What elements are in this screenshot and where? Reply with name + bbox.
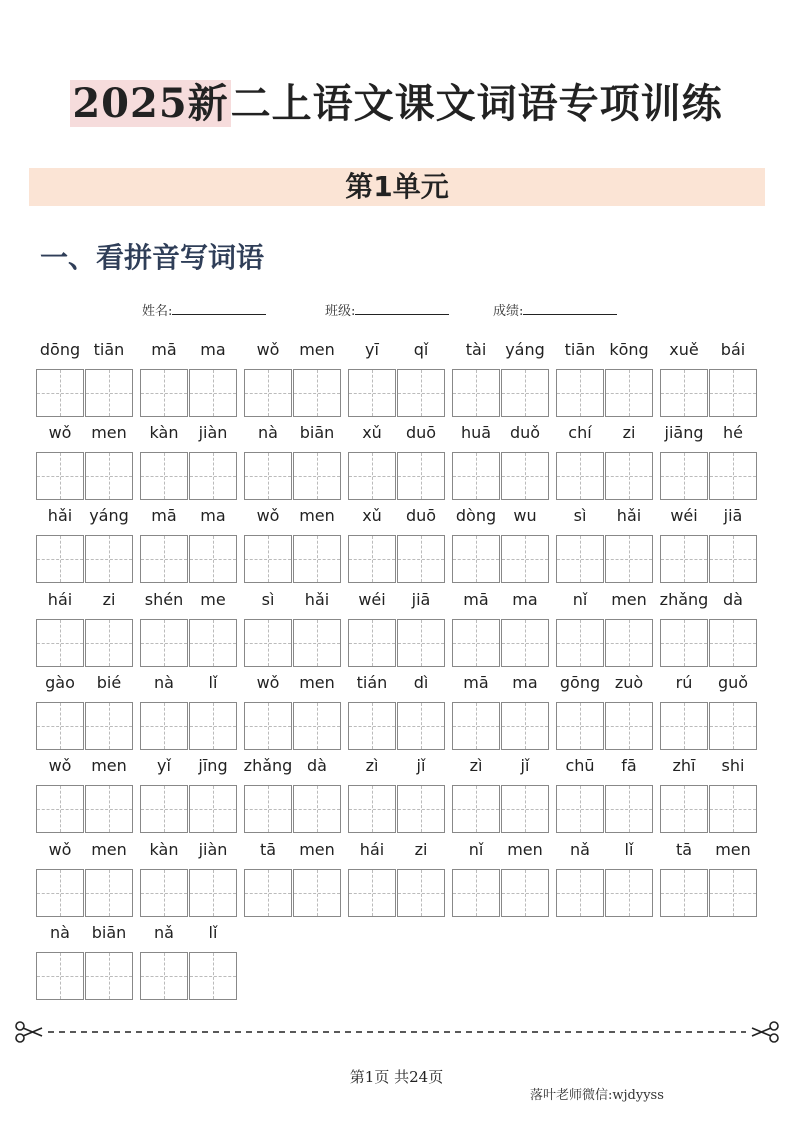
pinyin-syllable: jiā [411,590,431,609]
pinyin-syllable: men [91,840,127,859]
writing-cell[interactable] [660,702,708,750]
pinyin-syllable: men [299,506,335,525]
pinyin-syllable: sì [261,590,275,609]
pinyin-syllable: duǒ [509,423,541,442]
page-title [0,78,793,130]
pinyin-syllable: hǎi [616,506,642,525]
pinyin-syllable: ma [200,340,226,359]
pinyin-syllable: dà [307,756,327,775]
name-label: 姓名: [142,304,173,319]
unit-heading: 第1单元 [29,168,765,206]
pinyin-syllable: tiān [93,340,125,359]
pinyin-syllable: mā [151,506,177,525]
pinyin-syllable: sì [573,506,587,525]
pinyin-syllable: dì [413,673,429,692]
pinyin-syllable: hái [359,840,385,859]
pinyin-syllable: tài [465,340,487,359]
pinyin-syllable: ma [512,590,538,609]
pinyin-syllable: jīng [198,756,228,775]
pinyin-syllable: nà [50,923,70,942]
writing-cell[interactable] [85,869,133,917]
writing-cell[interactable] [293,869,341,917]
pinyin-syllable: hǎi [304,590,330,609]
writing-cell[interactable] [293,535,341,583]
writing-cell[interactable] [709,619,757,667]
writing-cell[interactable] [189,452,237,500]
pinyin-syllable: jǐ [520,756,530,775]
writing-cell[interactable] [709,452,757,500]
pinyin-syllable: wǒ [48,756,72,775]
writing-cell[interactable] [189,952,237,1000]
writing-cell[interactable] [452,869,500,917]
writing-cell[interactable] [348,619,396,667]
writing-cell[interactable] [85,535,133,583]
writing-cell[interactable] [140,619,188,667]
writing-cell[interactable] [452,369,500,417]
pinyin-syllable: nǐ [468,840,484,859]
writing-cell[interactable] [501,702,549,750]
writing-cell[interactable] [709,702,757,750]
pinyin-syllable: men [91,756,127,775]
pinyin-syllable: jiāng [664,423,704,442]
writing-cell[interactable] [556,702,604,750]
pinyin-syllable: zì [469,756,483,775]
writing-cell[interactable] [140,785,188,833]
score-label: 成绩: [493,304,524,319]
section-heading: 一、看拼音写词语 [40,241,265,274]
pinyin-syllable: zhǎng [659,590,709,609]
writing-cell[interactable] [348,869,396,917]
pinyin-syllable: duō [405,423,437,442]
writing-cell[interactable] [501,452,549,500]
pinyin-syllable: zì [365,756,379,775]
pinyin-syllable: zhī [672,756,696,775]
writing-cell[interactable] [36,869,84,917]
writing-cell[interactable] [605,785,653,833]
pinyin-syllable: men [715,840,751,859]
writing-cell[interactable] [85,702,133,750]
pinyin-syllable: hé [723,423,743,442]
writing-cell[interactable] [452,452,500,500]
pinyin-syllable: zi [622,423,636,442]
writing-cell[interactable] [709,369,757,417]
writing-cell[interactable] [140,535,188,583]
writing-cell[interactable] [293,702,341,750]
writing-cell[interactable] [36,535,84,583]
pinyin-syllable: gōng [559,673,601,692]
writing-cell[interactable] [709,785,757,833]
writing-cell[interactable] [189,702,237,750]
pinyin-syllable: kàn [149,840,179,859]
pinyin-syllable: yī [365,340,379,359]
pinyin-syllable: dōng [39,340,81,359]
score-underline [523,302,617,315]
pinyin-syllable: mā [463,590,489,609]
pinyin-syllable: men [299,340,335,359]
writing-cell[interactable] [85,619,133,667]
writing-cell[interactable] [501,619,549,667]
pinyin-syllable: wǒ [256,340,280,359]
pinyin-syllable: chí [568,423,592,442]
writing-cell[interactable] [36,452,84,500]
writing-cell[interactable] [244,535,292,583]
writing-cell[interactable] [556,619,604,667]
pinyin-syllable: rú [675,673,693,692]
cut-line [14,1016,780,1048]
writing-cell[interactable] [660,369,708,417]
writing-cell[interactable] [189,535,237,583]
writing-cell[interactable] [189,369,237,417]
writing-cell[interactable] [660,785,708,833]
writing-cell[interactable] [397,619,445,667]
pinyin-syllable: wǒ [256,673,280,692]
pinyin-syllable: hǎi [47,506,73,525]
writing-cell[interactable] [348,785,396,833]
pinyin-syllable: zi [102,590,116,609]
pinyin-syllable: duō [405,506,437,525]
pinyin-syllable: kōng [609,340,649,359]
writing-cell[interactable] [244,619,292,667]
writing-cell[interactable] [397,535,445,583]
writing-cell[interactable] [293,619,341,667]
pinyin-syllable: men [91,423,127,442]
writing-cell[interactable] [660,452,708,500]
class-field[interactable] [325,300,449,319]
pinyin-syllable: tián [356,673,388,692]
writing-cell[interactable] [36,369,84,417]
pinyin-syllable: nà [258,423,278,442]
writing-cell[interactable] [709,869,757,917]
pinyin-syllable: zuò [614,673,644,692]
pinyin-syllable: bié [96,673,122,692]
pinyin-syllable: dà [723,590,743,609]
pinyin-syllable: wǒ [256,506,280,525]
pinyin-syllable: fā [621,756,637,775]
pinyin-syllable: tiān [564,340,596,359]
pinyin-syllable: men [299,840,335,859]
writing-cell[interactable] [36,702,84,750]
pinyin-syllable: tā [675,840,693,859]
writing-cell[interactable] [452,619,500,667]
writing-cell[interactable] [244,785,292,833]
pinyin-syllable: zhǎng [243,756,293,775]
pinyin-syllable: jiàn [198,423,228,442]
scissors-icon-right [752,1022,778,1042]
writing-cell[interactable] [85,952,133,1000]
writing-cell[interactable] [293,452,341,500]
pinyin-syllable: yǐ [157,756,171,775]
pinyin-syllable: chū [565,756,595,775]
name-field[interactable] [142,300,266,319]
writing-cell[interactable] [293,369,341,417]
pinyin-syllable: tā [259,840,277,859]
writing-cell[interactable] [189,619,237,667]
writing-cell[interactable] [501,535,549,583]
writing-cell[interactable] [660,869,708,917]
pinyin-syllable: xuě [669,340,699,359]
writing-cell[interactable] [397,452,445,500]
pinyin-syllable: men [299,673,335,692]
page-number: 第1页 共24页 [349,1068,444,1086]
writing-cell[interactable] [501,869,549,917]
pinyin-syllable: nǎ [570,840,590,859]
scissors-icon-left [16,1022,42,1042]
name-underline [172,302,266,315]
pinyin-syllable: lǐ [624,840,634,859]
writing-cell[interactable] [605,369,653,417]
score-field[interactable] [493,300,617,319]
writing-cell[interactable] [501,785,549,833]
pinyin-syllable: bái [720,340,746,359]
class-label: 班级: [325,304,356,319]
writing-cell[interactable] [140,369,188,417]
pinyin-syllable: biān [91,923,127,942]
writing-cell[interactable] [140,702,188,750]
writing-cell[interactable] [605,619,653,667]
writing-cell[interactable] [348,369,396,417]
pinyin-syllable: shi [721,756,745,775]
writing-cell[interactable] [244,702,292,750]
pinyin-syllable: nà [154,673,174,692]
title-highlight: 2025新 [72,80,229,127]
pinyin-syllable: men [507,840,543,859]
writing-cell[interactable] [85,452,133,500]
pinyin-syllable: men [611,590,647,609]
writing-cell[interactable] [397,869,445,917]
writing-cell[interactable] [556,452,604,500]
pinyin-syllable: qǐ [413,340,429,359]
writing-cell[interactable] [140,869,188,917]
pinyin-syllable: gào [45,673,75,692]
writing-cell[interactable] [36,619,84,667]
pinyin-syllable: shén [144,590,184,609]
writing-cell[interactable] [244,452,292,500]
writing-cell[interactable] [293,785,341,833]
writing-cell[interactable] [605,452,653,500]
pinyin-syllable: jiā [723,506,743,525]
writing-cell[interactable] [189,785,237,833]
writing-cell[interactable] [452,785,500,833]
pinyin-syllable: biān [299,423,335,442]
pinyin-syllable: xǔ [362,506,382,525]
writing-cell[interactable] [452,702,500,750]
pinyin-syllable: kàn [149,423,179,442]
pinyin-syllable: jiàn [198,840,228,859]
writing-cell[interactable] [660,535,708,583]
class-underline [355,302,449,315]
pinyin-syllable: yáng [89,506,129,525]
writing-cell[interactable] [605,702,653,750]
writing-cell[interactable] [140,452,188,500]
credit-text: 落叶老师微信:wjdyyss [530,1088,664,1103]
writing-cell[interactable] [348,535,396,583]
writing-cell[interactable] [556,785,604,833]
pinyin-syllable: wu [513,506,537,525]
pinyin-syllable: mā [463,673,489,692]
writing-cell[interactable] [397,369,445,417]
writing-cell[interactable] [709,535,757,583]
writing-cell[interactable] [605,535,653,583]
writing-cell[interactable] [85,785,133,833]
writing-cell[interactable] [556,869,604,917]
pinyin-syllable: mā [151,340,177,359]
pinyin-syllable: huā [460,423,492,442]
pinyin-syllable: yáng [505,340,545,359]
writing-cell[interactable] [348,702,396,750]
writing-cell[interactable] [244,369,292,417]
writing-cell[interactable] [397,785,445,833]
writing-cell[interactable] [397,702,445,750]
writing-cell[interactable] [605,869,653,917]
writing-cell[interactable] [556,369,604,417]
pinyin-syllable: xǔ [362,423,382,442]
pinyin-syllable: hái [47,590,73,609]
writing-cell[interactable] [244,869,292,917]
pinyin-syllable: ma [512,673,538,692]
pinyin-syllable: guǒ [717,673,749,692]
writing-cell[interactable] [189,869,237,917]
writing-cell[interactable] [501,369,549,417]
pinyin-syllable: zi [414,840,428,859]
pinyin-syllable: wéi [670,506,698,525]
writing-cell[interactable] [36,785,84,833]
writing-cell[interactable] [556,535,604,583]
pinyin-syllable: me [200,590,226,609]
writing-cell[interactable] [348,452,396,500]
writing-cell[interactable] [85,369,133,417]
writing-cell[interactable] [36,952,84,1000]
pinyin-syllable: nǎ [154,923,174,942]
writing-cell[interactable] [452,535,500,583]
pinyin-syllable: nǐ [572,590,588,609]
pinyin-syllable: lǐ [208,923,218,942]
pinyin-syllable: wǒ [48,840,72,859]
pinyin-syllable: lǐ [208,673,218,692]
pinyin-syllable: dòng [455,506,497,525]
pinyin-syllable: wéi [358,590,386,609]
pinyin-syllable: wǒ [48,423,72,442]
pinyin-syllable: ma [200,506,226,525]
writing-cell[interactable] [660,619,708,667]
writing-cell[interactable] [140,952,188,1000]
pinyin-syllable: jǐ [416,756,426,775]
title-rest: 二上语文课文词语专项训练 [230,80,723,127]
